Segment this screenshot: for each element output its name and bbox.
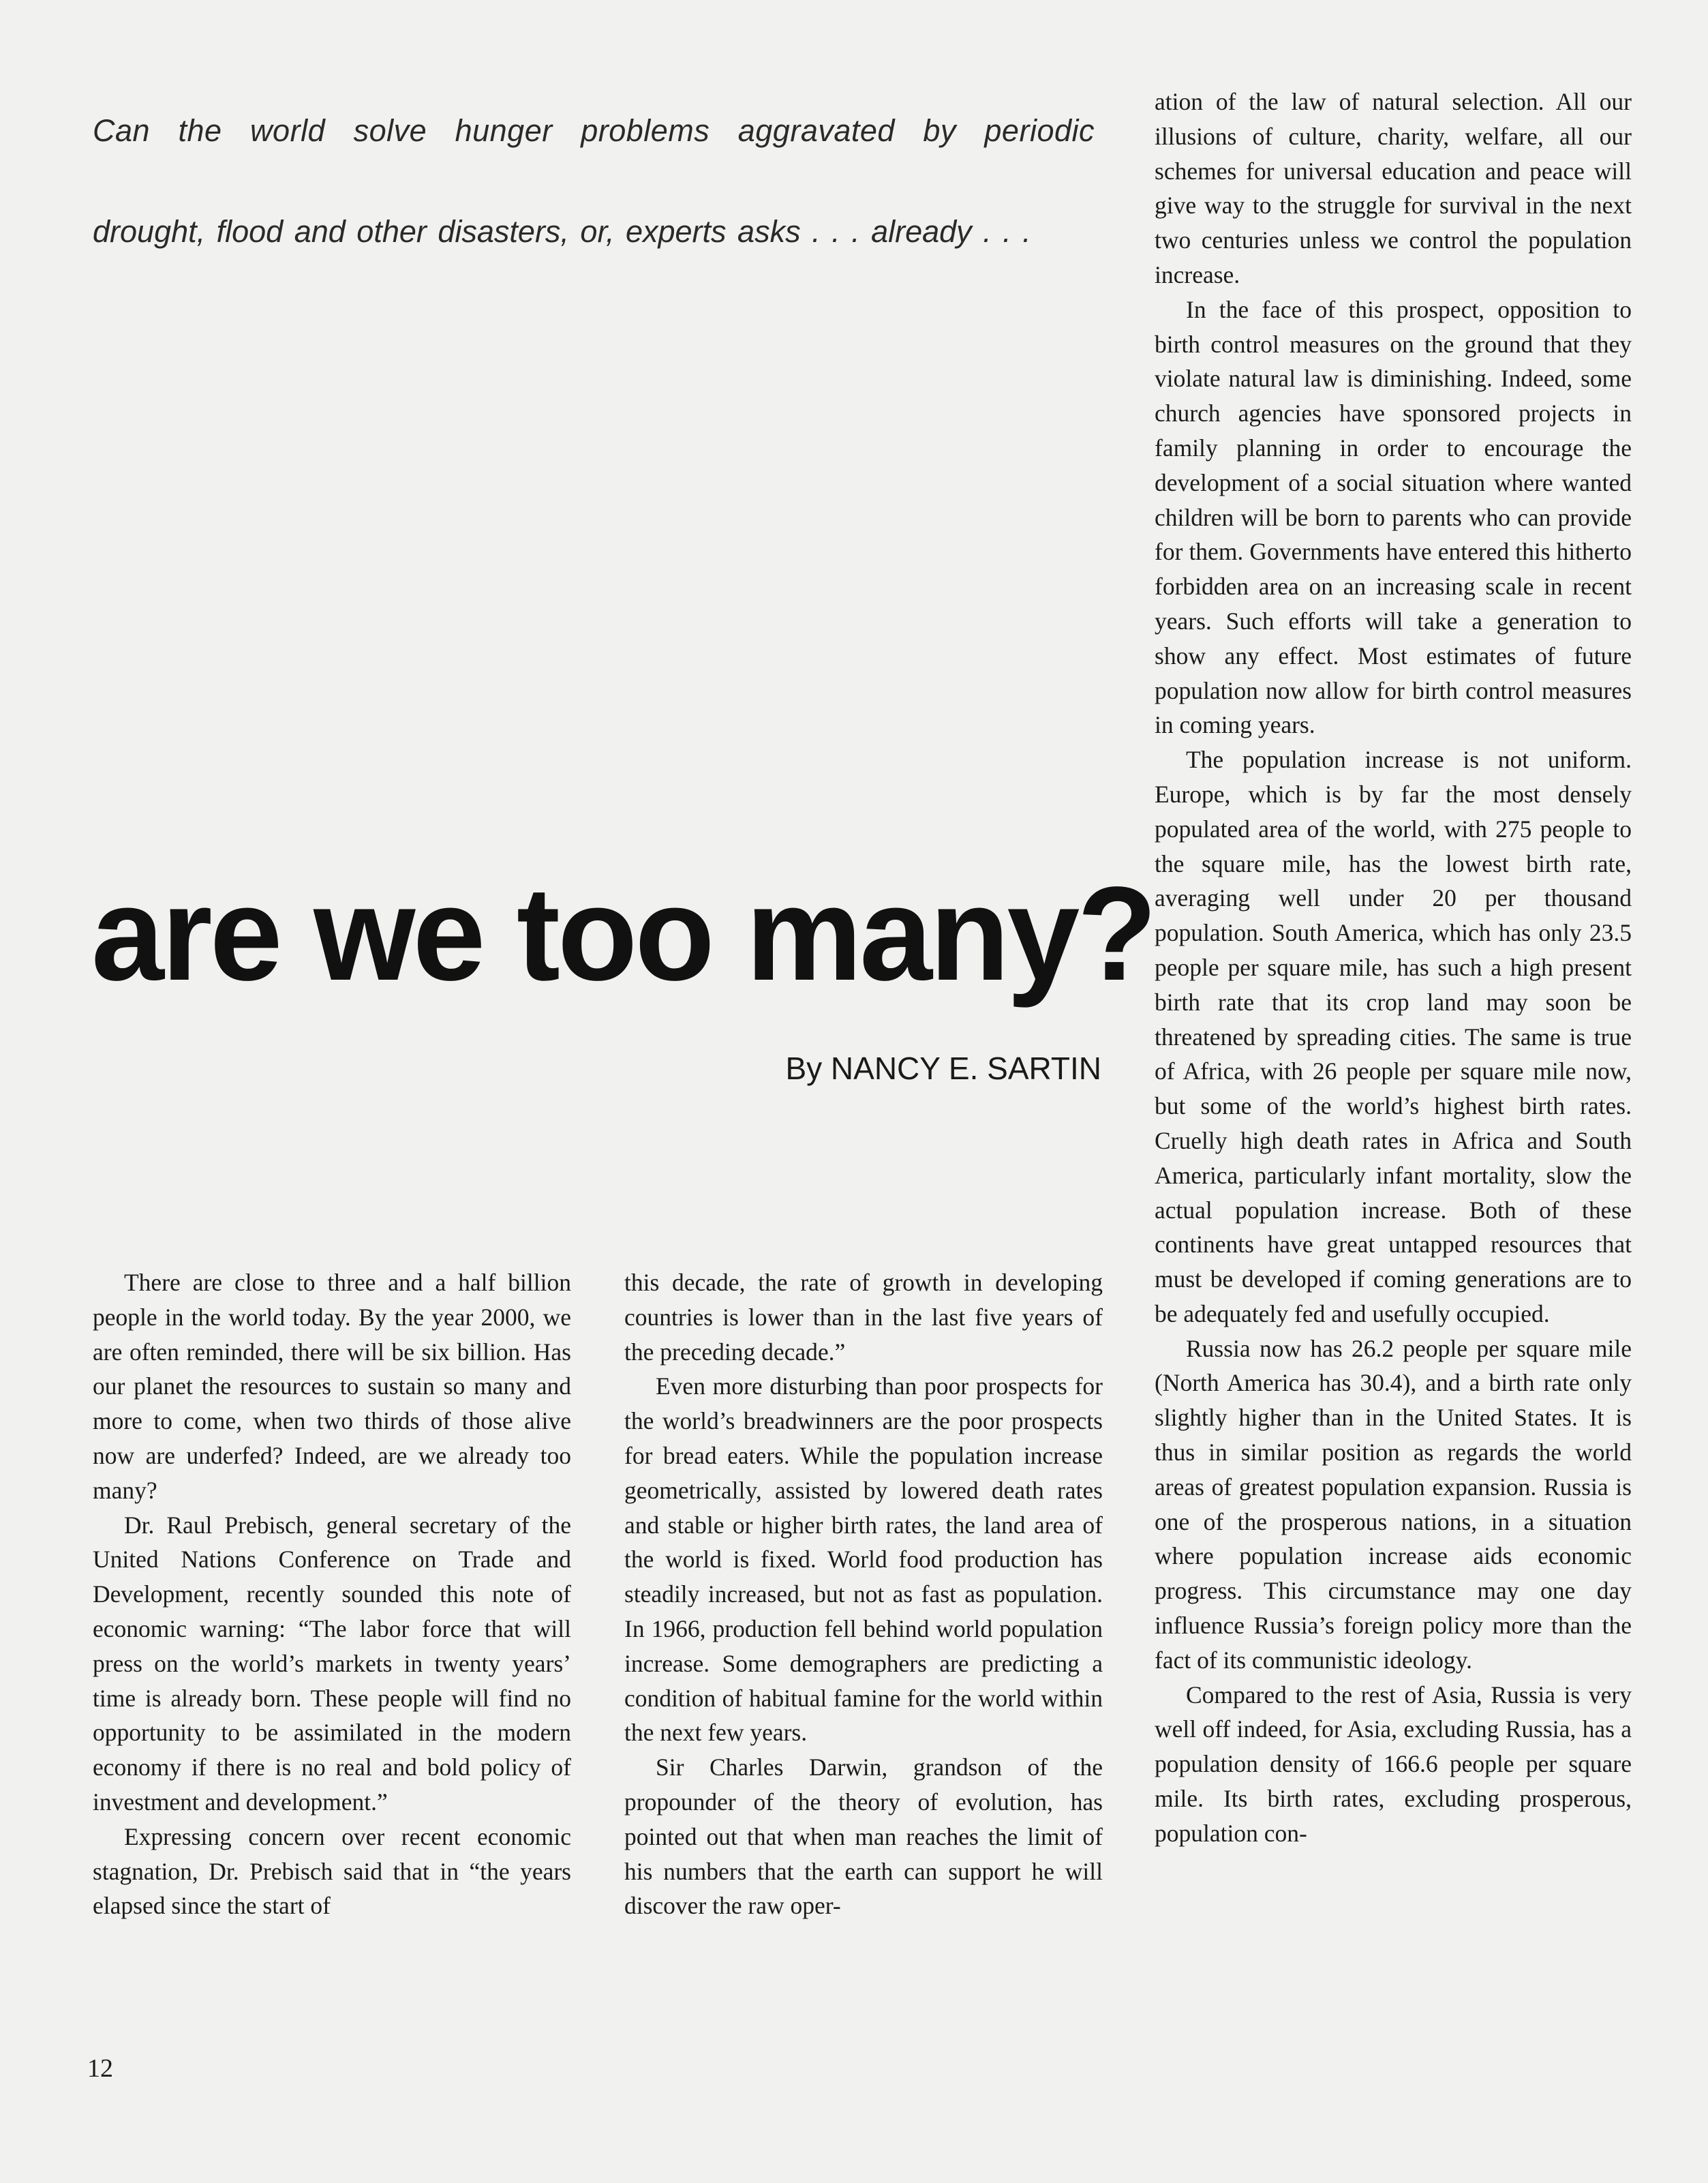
paragraph: There are close to three and a half billion people in the world today. By the year 2000, we are often reminded, there will be six billion. Has our planet the resources to sustain so many and more to come, when two thirds of those alive now are underfed? Indeed, are we already too many?: [93, 1269, 571, 1504]
paragraph: Even more disturbing than poor prospects for the world’s breadwinners are the poor prospects for bread eaters. While the population increase geometrically, assisted by lowered death rates and stable or higher birth rates, the land area of the world is fixed. World food production has steadily increased, but not as fast as population. In 1966, production fell behind world population increase. Some demographers are predicting a condition of habitual famine for the world within the next few years.: [624, 1372, 1103, 1747]
article-headline: are we too many?: [91, 859, 1155, 1008]
paragraph-continued: this decade, the rate of growth in developing countries is lower than in the last five years of the preceding decade.”: [624, 1269, 1103, 1366]
paragraph: Russia now has 26.2 people per square mile (North America has 30.4), and a birth rate only slightly higher than in the United States. It is thus in similar position as regards the world areas of greatest population expansion. Russia is one of the prosperous nations, in a situation where population increase aids economic progress. This circumstance may one day influence Russia’s foreign policy more than the fact of its communistic ideology.: [1155, 1334, 1632, 1674]
deck-line-1: Can the world solve hunger problems aggravated by periodic: [93, 113, 1095, 148]
text-column-2: [624, 1265, 1103, 1923]
paragraph: Dr. Raul Prebisch, general secretary of the United Nations Conference on Trade and Development, recently sounded this note of economic warning: “The labor force that will press on the world’s markets in twenty years’ time is already born. These people will find no opportunity to be assimilated in the modern economy if there is no real and bold policy of investment and development.”: [93, 1511, 571, 1816]
paragraph: In the face of this prospect, opposition to birth control measures on the ground that they violate natural law is diminishing. Indeed, some church agencies have sponsored projects in family planning in order to encourage the development of a social situation where wanted children will be born to parents who can provide for them. Governments have entered this hitherto forbidden area on an increasing scale in recent years. Such efforts will take a generation to show any effect. Most estimates of future population now allow for birth control measures in coming years.: [1155, 295, 1632, 739]
paragraph-continued: ation of the law of natural selection. All our illusions of culture, charity, welfare, all our schemes for universal education and peace will give way to the struggle for survival in the next two centuries unless we control the population increase.: [1155, 88, 1632, 288]
paragraph: Expressing concern over recent economic stagnation, Dr. Prebisch said that in “the years elapsed since the start of: [93, 1822, 571, 1920]
page-number: 12: [87, 2054, 113, 2083]
paragraph: Sir Charles Darwin, grandson of the propounder of the theory of evolution, has pointed out that when man reaches the limit of his numbers that the earth can support he will discover the raw oper-: [624, 1753, 1103, 1920]
deck-line-2: drought, flood and other disasters, or, experts asks . . . already . . .: [93, 214, 1031, 249]
byline: By NANCY E. SARTIN: [785, 1051, 1101, 1086]
paragraph: Compared to the rest of Asia, Russia is very well off indeed, for Asia, excluding Russia, has a population density of 166.6 people per square mile. Its birth rates, excluding prosperous, population con-: [1155, 1681, 1632, 1847]
text-column-1: [93, 1265, 571, 1923]
article-deck: [93, 80, 1095, 282]
text-column-3: [1155, 85, 1632, 1851]
paragraph: The population increase is not uniform. Europe, which is by far the most densely populated area of the world, with 275 people to the square mile, has the lowest birth rate, averaging well under 20 per thousand population. South America, which has only 23.5 people per square mile, has such a high present birth rate that its crop land may soon be threatened by spreading cities. The same is true of Africa, with 26 people per square mile now, but some of the world’s highest birth rates. Cruelly high death rates in Africa and South America, particularly infant mortality, slow the actual population increase. Both of these continents have great untapped resources that must be developed if coming generations are to be adequately fed and usefully occupied.: [1155, 746, 1632, 1327]
